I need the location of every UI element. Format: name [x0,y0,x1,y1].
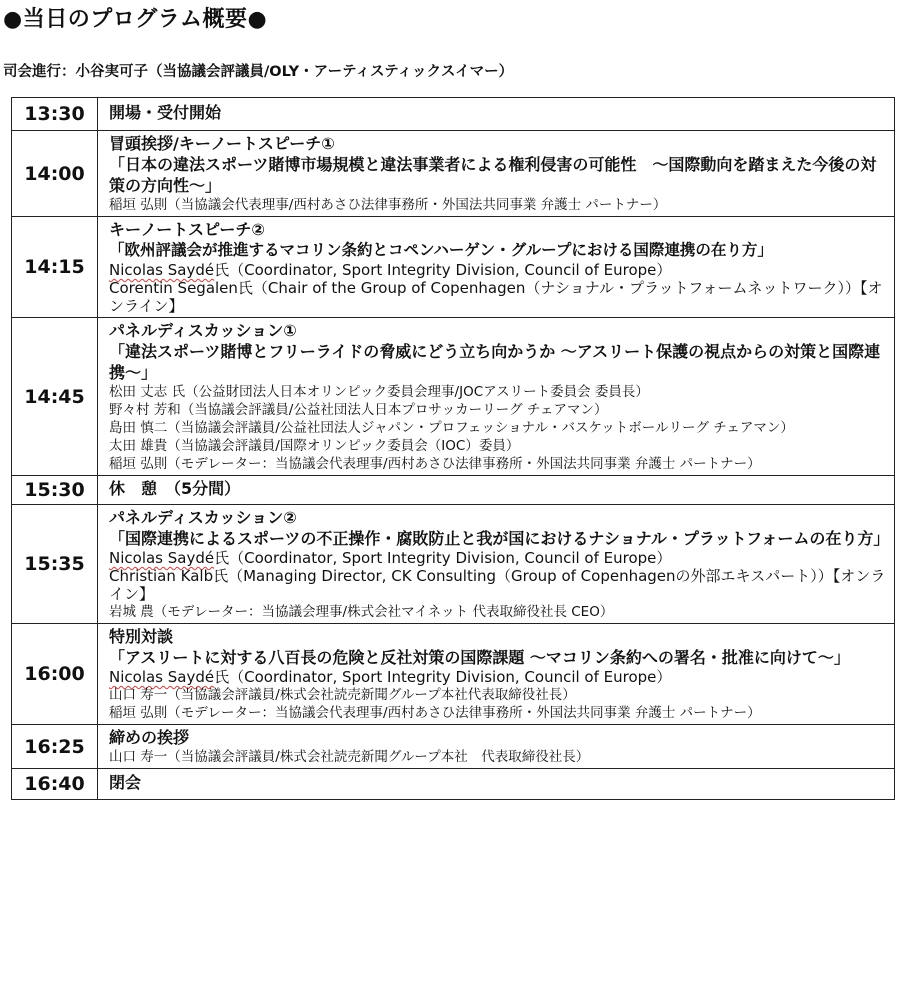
speaker-line [109,279,888,315]
program-table [11,97,895,800]
session-time: 16:40 [12,769,98,800]
session-content [98,505,895,624]
speaker-line: 稲垣 弘則（モデレーター：当協議会代表理事/西村あさひ法律事務所・外国法共同事業 弁護士 パートナー） [109,456,761,472]
speaker-affiliation: 氏（Coordinator, Sport Integrity Division, Council of Europe） [214,668,672,686]
speaker-line [109,668,888,686]
session-time: 13:30 [12,98,98,131]
speaker-line [109,261,888,279]
program-row [12,217,895,318]
session-time: 14:15 [12,217,98,318]
session-title: パネルディスカッション① [109,321,297,340]
speaker-name: Nicolas Saydé [109,549,215,567]
session-content [98,131,895,217]
speaker-affiliation: 氏（Chair of the Group of Copenhagen（ナショナル・プラットフォームネットワーク））【オンライン】 [109,279,883,315]
program-row [12,624,895,725]
program-row [12,476,895,505]
speaker-line: 野々村 芳和（当協議会評議員/公益社団法人日本プロサッカーリーグ チェアマン） [109,402,608,418]
session-theme: 「国際連携によるスポーツの不正操作・腐敗防止と我が国におけるナショナル・プラットフォームの在り方」 [109,529,890,548]
speaker-name: Christian Kalb [109,567,214,585]
program-row [12,505,895,624]
session-time: 15:35 [12,505,98,624]
session-title: 締めの挨拶 [109,728,190,747]
session-content [98,318,895,476]
session-theme: 「アスリートに対する八百長の危険と反社対策の国際課題 ～マコリン条約への署名・批准に向けて～」 [109,648,850,667]
session-content [98,476,895,505]
speaker-line: 山口 寿一（当協議会評議員/株式会社読売新聞グループ本社 代表取締役社長） [109,749,590,765]
host-line: 司会進行：小谷実可子（当協議会評議員/OLY・アーティスティックスイマー） [3,64,514,80]
session-content [98,624,895,725]
session-title: 閉会 [109,773,142,792]
program-row [12,131,895,217]
speaker-line: 岩城 農（モデレーター：当協議会理事/株式会社マイネット 代表取締役社長 CEO） [109,604,614,620]
session-time: 14:00 [12,131,98,217]
session-title: パネルディスカッション② [109,508,297,527]
session-time: 16:00 [12,624,98,725]
session-theme: 「日本の違法スポーツ賭博市場規模と違法事業者による権利侵害の可能性 ～国際動向を踏まえた今後の対策の方向性～」 [109,155,877,195]
session-title: 休 憩 （5分間） [109,479,241,498]
speaker-line [109,549,888,567]
session-time: 15:30 [12,476,98,505]
speaker-line: 太田 雄貴（当協議会評議員/国際オリンピック委員会（IOC）委員） [109,438,520,454]
speaker-name: Corentin Segalen [109,279,238,297]
session-title: 特別対談 [109,627,174,646]
speaker-line: 松田 丈志 氏（公益財団法人日本オリンピック委員会理事/JOCアスリート委員会 委員長） [109,384,649,400]
program-row [12,725,895,769]
speaker-line: 稲垣 弘則（当協議会代表理事/西村あさひ法律事務所・外国法共同事業 弁護士 パートナー） [109,197,667,213]
session-theme: 「欧州評議会が推進するマコリン条約とコペンハーゲン・グループにおける国際連携の在り方」 [109,241,773,259]
program-row [12,318,895,476]
program-row [12,769,895,800]
session-theme: 「違法スポーツ賭博とフリーライドの脅威にどう立ち向かうか ～アスリート保護の視点からの対策と国際連携～」 [109,342,881,382]
speaker-line [109,567,888,603]
speaker-affiliation: 氏（Coordinator, Sport Integrity Division, Council of Europe） [214,549,672,567]
speaker-line: 山口 寿一（当協議会評議員/株式会社読売新聞グループ本社代表取締役社長） [109,687,576,703]
speaker-line: 稲垣 弘則（モデレーター：当協議会代表理事/西村あさひ法律事務所・外国法共同事業 弁護士 パートナー） [109,705,761,721]
session-time: 14:45 [12,318,98,476]
session-content [98,217,895,318]
session-content [98,98,895,131]
page-title: ●当日のプログラム概要● [3,7,268,32]
session-time: 16:25 [12,725,98,769]
program-row [12,98,895,131]
session-content [98,725,895,769]
session-title: 開場・受付開始 [109,103,222,122]
speaker-name: Nicolas Saydé [109,668,215,686]
speaker-affiliation: 氏（Managing Director, CK Consulting（Group of Copenhagenの外部エキスパート））【オンライン】 [109,567,886,603]
speaker-name: Nicolas Saydé [109,261,215,279]
speaker-affiliation: 氏（Coordinator, Sport Integrity Division, Council of Europe） [214,261,672,279]
session-content [98,769,895,800]
speaker-line: 島田 慎二（当協議会評議員/公益社団法人ジャパン・プロフェッショナル・バスケットボールリーグ チェアマン） [109,420,794,436]
session-title: 冒頭挨拶/キーノートスピーチ① [109,134,335,153]
session-title: キーノートスピーチ② [109,220,265,239]
